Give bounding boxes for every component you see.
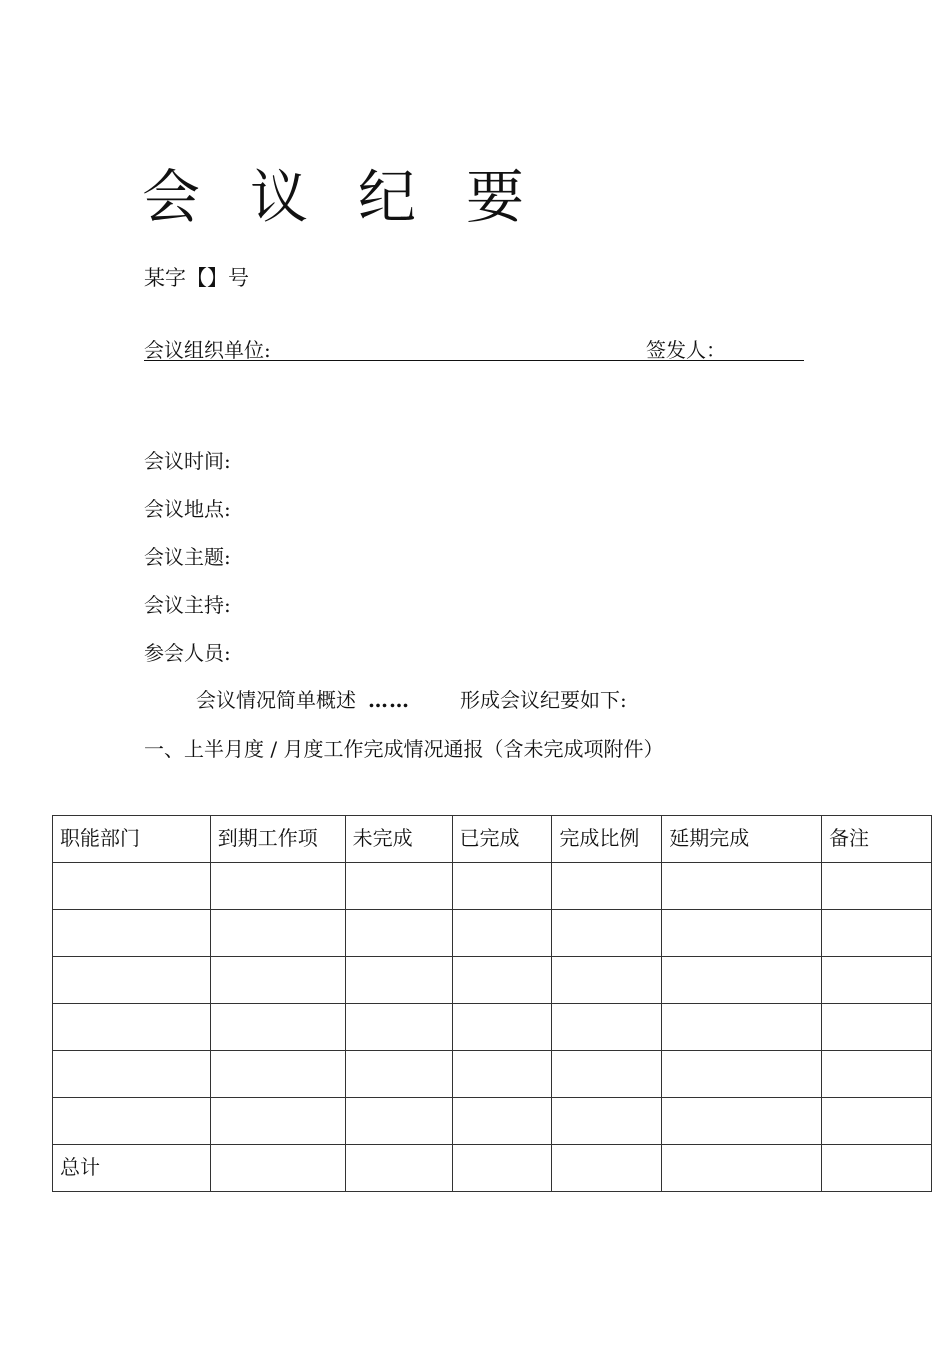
table-cell[interactable] bbox=[452, 863, 552, 910]
table-cell[interactable] bbox=[822, 1004, 932, 1051]
table-cell[interactable] bbox=[662, 910, 822, 957]
table-cell[interactable] bbox=[452, 1098, 552, 1145]
table-cell[interactable] bbox=[210, 1098, 345, 1145]
table-cell[interactable] bbox=[662, 863, 822, 910]
table-cell[interactable] bbox=[662, 1051, 822, 1098]
table-cell[interactable] bbox=[210, 1004, 345, 1051]
table-cell[interactable] bbox=[552, 1098, 662, 1145]
page-title: 会议纪要 bbox=[142, 163, 575, 231]
table-cell[interactable] bbox=[345, 863, 452, 910]
header-department: 职能部门 bbox=[53, 816, 211, 863]
header-completed: 已完成 bbox=[452, 816, 552, 863]
attendees-label: 参会人员: bbox=[144, 641, 231, 665]
table-cell[interactable] bbox=[662, 1098, 822, 1145]
table-cell[interactable] bbox=[452, 957, 552, 1004]
document-number: 某字【】号 bbox=[144, 266, 249, 290]
table-cell[interactable] bbox=[210, 957, 345, 1004]
table-cell[interactable] bbox=[345, 1145, 452, 1192]
header-completion-ratio: 完成比例 bbox=[552, 816, 662, 863]
table-cell[interactable] bbox=[53, 1051, 211, 1098]
meeting-summary-line bbox=[196, 684, 627, 713]
table-total-row bbox=[53, 1145, 932, 1192]
table-cell[interactable] bbox=[53, 863, 211, 910]
table-cell[interactable] bbox=[552, 910, 662, 957]
table-cell[interactable] bbox=[210, 1145, 345, 1192]
table-cell[interactable] bbox=[345, 1098, 452, 1145]
table-cell[interactable] bbox=[552, 1145, 662, 1192]
table-cell[interactable] bbox=[452, 1145, 552, 1192]
table-row bbox=[53, 910, 932, 957]
summary-lead: 会议情况简单概述 bbox=[196, 688, 356, 712]
table-cell[interactable] bbox=[822, 957, 932, 1004]
table-cell[interactable] bbox=[822, 1098, 932, 1145]
header-remarks: 备注 bbox=[822, 816, 932, 863]
meeting-time-label: 会议时间: bbox=[144, 449, 231, 473]
table-cell[interactable] bbox=[345, 1004, 452, 1051]
table-cell[interactable] bbox=[822, 1051, 932, 1098]
table-cell[interactable] bbox=[53, 1098, 211, 1145]
table-cell[interactable] bbox=[822, 1145, 932, 1192]
table-cell[interactable] bbox=[662, 1004, 822, 1051]
table-cell[interactable] bbox=[210, 1051, 345, 1098]
table-cell[interactable] bbox=[822, 910, 932, 957]
table-cell[interactable] bbox=[53, 1004, 211, 1051]
table-cell[interactable] bbox=[452, 1051, 552, 1098]
organizer-signer-line bbox=[144, 334, 804, 361]
table-cell[interactable] bbox=[210, 863, 345, 910]
meeting-location-label: 会议地点: bbox=[144, 497, 231, 521]
table-cell[interactable] bbox=[662, 1145, 822, 1192]
table-cell[interactable]: 总计 bbox=[53, 1145, 211, 1192]
table-cell[interactable] bbox=[452, 910, 552, 957]
table-cell[interactable] bbox=[210, 910, 345, 957]
section-heading: 一、上半月度 / 月度工作完成情况通报（含未完成项附件） bbox=[144, 737, 664, 761]
table-cell[interactable] bbox=[53, 910, 211, 957]
table-cell[interactable] bbox=[662, 957, 822, 1004]
table-row bbox=[53, 957, 932, 1004]
table-cell[interactable] bbox=[53, 957, 211, 1004]
table-cell[interactable] bbox=[345, 1051, 452, 1098]
header-delayed: 延期完成 bbox=[662, 816, 822, 863]
table-row bbox=[53, 863, 932, 910]
table-row bbox=[53, 1004, 932, 1051]
table-cell[interactable] bbox=[822, 863, 932, 910]
table-cell[interactable] bbox=[552, 957, 662, 1004]
table-cell[interactable] bbox=[452, 1004, 552, 1051]
meeting-topic-label: 会议主题: bbox=[144, 545, 231, 569]
table-header-row bbox=[53, 816, 932, 863]
work-completion-table bbox=[52, 815, 932, 1192]
header-incomplete: 未完成 bbox=[345, 816, 452, 863]
table-cell[interactable] bbox=[552, 1004, 662, 1051]
table-cell[interactable] bbox=[345, 910, 452, 957]
header-due-items: 到期工作项 bbox=[210, 816, 345, 863]
table-row bbox=[53, 1098, 932, 1145]
signer-label: 签发人： bbox=[646, 338, 726, 362]
table-cell[interactable] bbox=[345, 957, 452, 1004]
table-row bbox=[53, 1051, 932, 1098]
meeting-host-label: 会议主持: bbox=[144, 593, 231, 617]
table-cell[interactable] bbox=[552, 1051, 662, 1098]
summary-ellipsis: …… bbox=[368, 688, 410, 712]
summary-tail: 形成会议纪要如下: bbox=[460, 688, 627, 712]
table-cell[interactable] bbox=[552, 863, 662, 910]
organizer-label: 会议组织单位: bbox=[144, 338, 271, 362]
